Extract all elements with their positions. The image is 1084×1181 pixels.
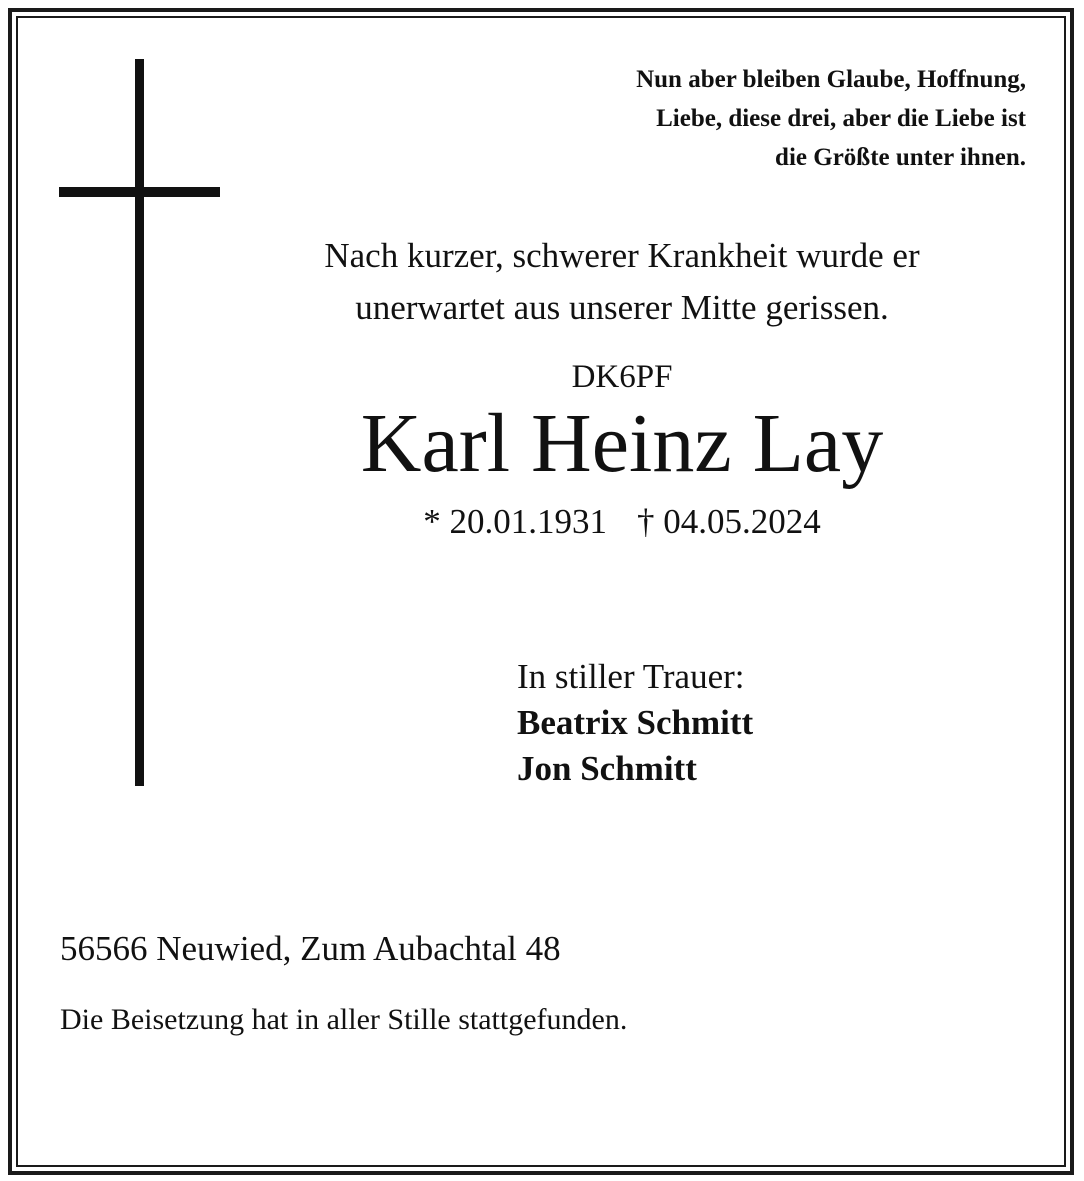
birth-date: * 20.01.1931 xyxy=(423,502,607,541)
death-date: † 04.05.2024 xyxy=(637,502,821,541)
burial-note: Die Beisetzung hat in aller Stille stattgefunden. xyxy=(60,1003,628,1036)
verse-line: Liebe, diese drei, aber die Liebe ist xyxy=(656,105,1026,132)
family-address: 56566 Neuwied, Zum Aubachtal 48 xyxy=(60,929,561,968)
mourner-name: Jon Schmitt xyxy=(517,749,697,788)
intro-line: Nach kurzer, schwerer Krankheit wurde er xyxy=(324,236,920,275)
verse-line: Nun aber bleiben Glaube, Hoffnung, xyxy=(636,66,1026,93)
bible-verse xyxy=(406,60,1026,177)
life-dates xyxy=(230,500,1014,544)
verse-line: die Größte unter ihnen. xyxy=(775,144,1026,171)
deceased-name: Karl Heinz Lay xyxy=(360,397,884,490)
amateur-radio-callsign: DK6PF xyxy=(571,359,673,395)
mourners-block xyxy=(517,654,753,792)
mourner-name: Beatrix Schmitt xyxy=(517,703,754,742)
cross-horizontal-bar xyxy=(59,187,220,197)
cross-vertical-bar xyxy=(135,59,144,786)
mourners-heading: In stiller Trauer: xyxy=(517,657,745,696)
intro-line: unerwartet aus unserer Mitte gerissen. xyxy=(355,288,889,327)
intro-text xyxy=(230,230,1014,334)
